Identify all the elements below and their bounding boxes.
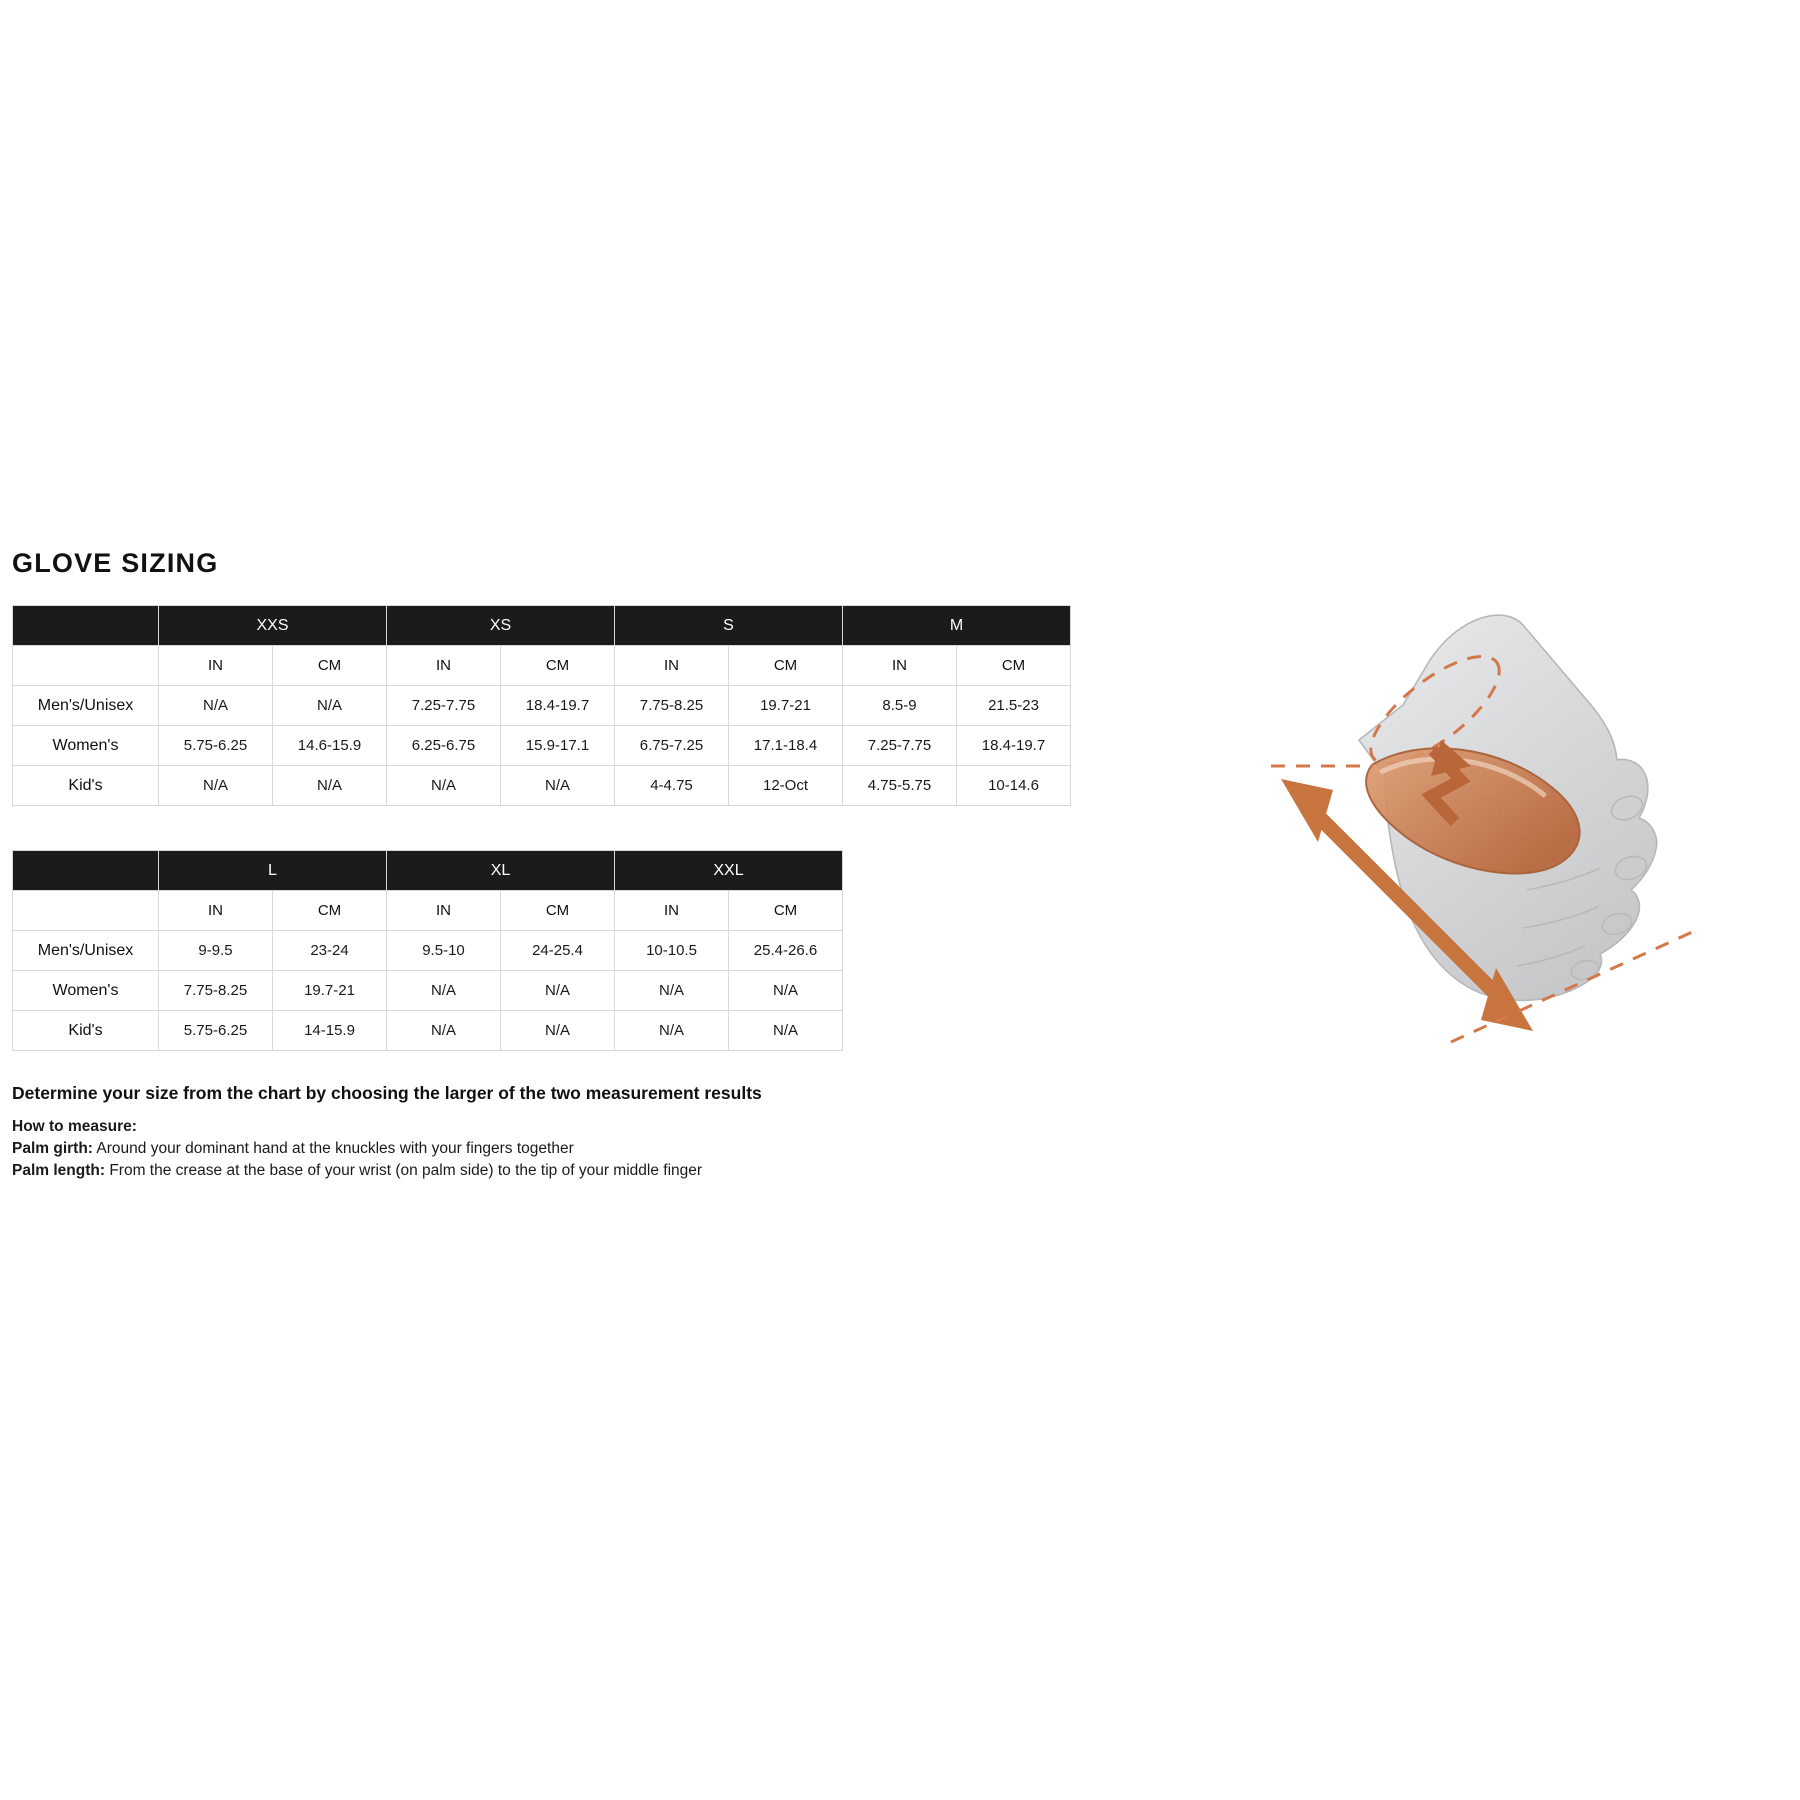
row-label: Kid's <box>13 1011 159 1051</box>
table-row <box>13 1011 843 1051</box>
unit-cell: IN <box>387 646 501 686</box>
measure-cell: N/A <box>273 686 387 726</box>
how-to-measure-label <box>12 1116 1772 1138</box>
measure-cell: N/A <box>615 971 729 1011</box>
size-header-xxs: XXS <box>159 606 387 646</box>
measure-cell: N/A <box>159 766 273 806</box>
unit-cell: IN <box>615 891 729 931</box>
measure-cell: N/A <box>501 1011 615 1051</box>
size-header-row <box>13 606 1071 646</box>
measure-cell: 18.4-19.7 <box>957 726 1071 766</box>
row-label: Women's <box>13 971 159 1011</box>
measure-cell: N/A <box>729 971 843 1011</box>
unit-cell: CM <box>501 891 615 931</box>
measure-cell: 5.75-6.25 <box>159 726 273 766</box>
hand-diagram-svg <box>1255 590 1715 1060</box>
palm-girth-text: Around your dominant hand at the knuckles with your fingers together <box>92 1139 574 1157</box>
measure-cell: 14-15.9 <box>273 1011 387 1051</box>
determine-size-note: Determine your size from the chart by choosing the larger of the two measurement results <box>12 1083 762 1103</box>
size-header-xs: XS <box>387 606 615 646</box>
unit-corner-cell <box>13 891 159 931</box>
size-header-xxl: XXL <box>615 851 843 891</box>
measure-cell: 9-9.5 <box>159 931 273 971</box>
measure-cell: 6.25-6.75 <box>387 726 501 766</box>
unit-row <box>13 646 1071 686</box>
unit-corner-cell <box>13 646 159 686</box>
measure-cell: N/A <box>273 766 387 806</box>
measure-cell: 14.6-15.9 <box>273 726 387 766</box>
measure-cell: N/A <box>387 766 501 806</box>
unit-cell: CM <box>957 646 1071 686</box>
measure-cell: 25.4-26.6 <box>729 931 843 971</box>
measure-cell: 12-Oct <box>729 766 843 806</box>
size-header-row <box>13 851 843 891</box>
measure-cell: 19.7-21 <box>729 686 843 726</box>
size-table-small <box>12 605 1071 806</box>
header-corner-cell <box>13 606 159 646</box>
how-to-measure-text: How to measure: <box>12 1117 137 1135</box>
measure-cell: 10-10.5 <box>615 931 729 971</box>
measure-cell: N/A <box>159 686 273 726</box>
measure-cell: 15.9-17.1 <box>501 726 615 766</box>
size-header-l: L <box>159 851 387 891</box>
measure-cell: N/A <box>615 1011 729 1051</box>
table-row <box>13 686 1071 726</box>
unit-cell: CM <box>273 646 387 686</box>
unit-cell: CM <box>501 646 615 686</box>
measure-cell: 6.75-7.25 <box>615 726 729 766</box>
unit-cell: CM <box>729 646 843 686</box>
size-header-s: S <box>615 606 843 646</box>
measure-cell: 24-25.4 <box>501 931 615 971</box>
palm-girth-line <box>12 1138 1772 1160</box>
measure-cell: 7.25-7.75 <box>387 686 501 726</box>
measure-cell: N/A <box>729 1011 843 1051</box>
table-row <box>13 931 843 971</box>
measure-cell: 7.75-8.25 <box>159 971 273 1011</box>
palm-girth-label: Palm girth: <box>12 1139 93 1157</box>
measure-cell: N/A <box>501 766 615 806</box>
unit-cell: IN <box>615 646 729 686</box>
measure-cell: N/A <box>387 971 501 1011</box>
measure-cell: N/A <box>387 1011 501 1051</box>
page-title: GLOVE SIZING <box>12 548 219 578</box>
table-row <box>13 971 843 1011</box>
measure-cell: 9.5-10 <box>387 931 501 971</box>
unit-cell: IN <box>843 646 957 686</box>
table-row <box>13 726 1071 766</box>
row-label: Kid's <box>13 766 159 806</box>
measure-cell: 4-4.75 <box>615 766 729 806</box>
unit-cell: IN <box>159 646 273 686</box>
unit-cell: CM <box>729 891 843 931</box>
row-label: Men's/Unisex <box>13 686 159 726</box>
measure-cell: 4.75-5.75 <box>843 766 957 806</box>
row-label: Women's <box>13 726 159 766</box>
palm-length-line <box>12 1160 1772 1182</box>
measure-cell: N/A <box>501 971 615 1011</box>
size-header-m: M <box>843 606 1071 646</box>
measure-cell: 19.7-21 <box>273 971 387 1011</box>
unit-cell: IN <box>387 891 501 931</box>
row-label: Men's/Unisex <box>13 931 159 971</box>
measure-cell: 18.4-19.7 <box>501 686 615 726</box>
measure-cell: 21.5-23 <box>957 686 1071 726</box>
unit-row <box>13 891 843 931</box>
header-corner-cell <box>13 851 159 891</box>
measure-cell: 10-14.6 <box>957 766 1071 806</box>
measure-cell: 7.75-8.25 <box>615 686 729 726</box>
measure-cell: 5.75-6.25 <box>159 1011 273 1051</box>
palm-length-label: Palm length: <box>12 1161 106 1179</box>
unit-cell: CM <box>273 891 387 931</box>
measure-cell: 7.25-7.75 <box>843 726 957 766</box>
measure-cell: 23-24 <box>273 931 387 971</box>
size-table-large <box>12 850 843 1051</box>
footnotes <box>12 1081 1772 1182</box>
palm-length-text: From the crease at the base of your wrist (on palm side) to the tip of your middle finger <box>105 1161 703 1179</box>
measure-cell: 8.5-9 <box>843 686 957 726</box>
measure-cell: 17.1-18.4 <box>729 726 843 766</box>
size-header-xl: XL <box>387 851 615 891</box>
unit-cell: IN <box>159 891 273 931</box>
table-row <box>13 766 1071 806</box>
hand-measurement-diagram <box>1255 590 1715 1060</box>
